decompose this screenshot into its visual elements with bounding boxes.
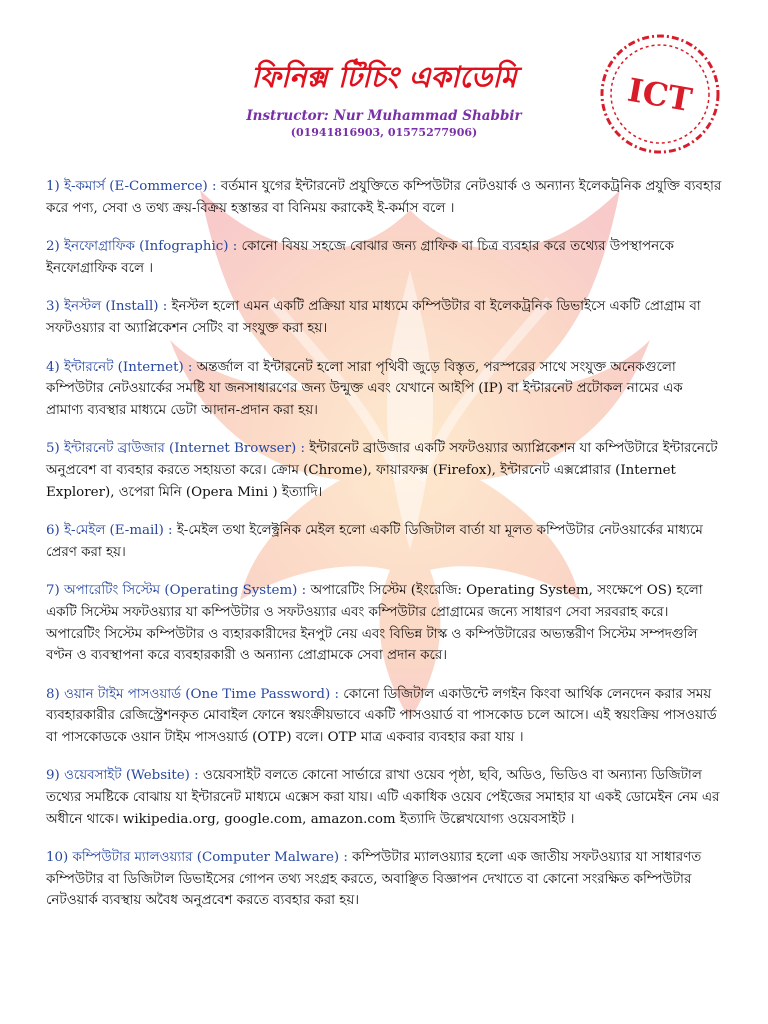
- instructor-name: Instructor: Nur Muhammad Shabbir: [246, 108, 522, 124]
- definition-term: 4) ইন্টারনেট (Internet) :: [46, 359, 193, 375]
- definition-term: 10) কম্পিউটার ম্যালওয়্যার (Computer Malware) :: [46, 850, 348, 866]
- definition-item: [46, 765, 724, 830]
- definition-text: ই-মেইল তথা ইলেক্ট্রনিক মেইল হলো একটি ডিজিটাল বার্তা যা মূলত কম্পিউটার নেটওয়ার্কের মাধ্যমে প্রেরণ করা হয়।: [46, 523, 703, 560]
- definition-term: 7) অপারেটিং সিস্টেম (Operating System) :: [46, 583, 307, 599]
- definition-term: 2) ইনফোগ্রাফিক (Infographic) :: [46, 239, 238, 255]
- instructor-phones: (01941816903, 01575277906): [290, 126, 478, 139]
- definition-text: অপারেটিং সিস্টেম (ইংরেজি: Operating System, সংক্ষেপে OS) হলো একটি সিস্টেম সফটওয়্যার যা কম্পিউটার ও সফটওয়্যার এবং কম্পিউটার প্রোগ্রামের জন্যে সাধারণ সেবা সরবরাহ করে। অপারেটিং সিস্টেম কম্পিউটার ও ব্যহারকারীদের ইনপুট নেয় এবং বিভিন্ন টাস্ক ও কম্পিউটারের অভ্যন্তরীণ সিস্টেম সম্পদগুলি বণ্টন ও ব্যবস্থাপনা করে ব্যবহারকারী ও অন্যান্য প্রোগ্রামকে সেবা প্রদান করে।: [46, 583, 703, 664]
- page-header: [0, 58, 768, 139]
- definition-text: কোনো ডিজিটাল একাউন্টে লগইন কিংবা আর্থিক লেনদেন করার সময় ব্যবহারকারীর রেজিস্ট্রেশনকৃত মোবাইল ফোনে স্বয়ংক্রীয়ভাবে একটি পাসওয়ার্ড বা পাসকোড চলে আসে। এই স্বয়ংক্রিয় পাসওয়ার্ড বা পাসকোডকে ওয়ান টাইম পাসওয়ার্ড (OTP) বলে। OTP মাত্র একবার ব্যবহার করা যায় ।: [46, 686, 717, 745]
- definition-term: 1) ই-কমার্স (E-Commerce) :: [46, 179, 217, 194]
- definition-term: 6) ই-মেইল (E-mail) :: [46, 523, 173, 539]
- definition-item: [46, 236, 724, 279]
- definitions-list: [46, 176, 724, 929]
- definition-text: অন্তর্জাল বা ইন্টারনেট হলো সারা পৃথিবী জুড়ে বিস্তৃত, পরস্পরের সাথে সংযুক্ত অনেকগুলো কম্পিউটার নেটওয়ার্কের সমষ্টি যা জনসাধারণের জন্য উন্মুক্ত এবং যেখানে আইপি (IP) বা ইন্টারনেট প্রটোকল নামের এক প্রামাণ্য ব্যবস্থার মাধ্যমে ডেটা আদান-প্রদান করা হয়।: [46, 359, 683, 418]
- definition-item: [46, 580, 724, 666]
- definition-item: [46, 847, 724, 912]
- definition-item: [46, 357, 724, 422]
- definition-term: 9) ওয়েবসাইট (Website) :: [46, 768, 199, 784]
- definition-text: ওয়েবসাইট বলতে কোনো সার্ভারে রাখা ওয়েব পৃষ্ঠা, ছবি, অডিও, ভিডিও বা অন্যান্য ডিজিটাল তথ্যের সমষ্টিকে বোঝায় যা ইন্টারনেট মাধ্যমে এক্সেস করা যায়। এটি একাধিক ওয়েব পেইজের সমাহার যা একই ডোমেইন নেম এর অধীনে থাকে। wikipedia.org, google.com, amazon.com ইত্যাদি উল্লেখযোগ্য ওয়েবসাইট ।: [46, 768, 720, 827]
- stamp-label: ICT: [624, 70, 695, 120]
- definition-text: ইনস্টল হলো এমন একটি প্রক্রিয়া যার মাধ্যমে কম্পিউটার বা ইলেকট্রনিক ডিভাইসে একটি প্রোগ্রাম বা সফটওয়্যার বা অ্যাপ্লিকেশন সেটিং বা সংযুক্ত করা হয়।: [46, 299, 701, 336]
- definition-text: ইন্টারনেট ব্রাউজার একটি সফটওয়্যার অ্যাপ্লিকেশন যা কম্পিউটারে ইন্টারনেটে অনুপ্রবেশ বা ব্যবহার করতে সহায়তা করে। ক্রোম (Chrome), ফায়ারফক্স (Firefox), ইন্টারনেট এক্সপ্লোরার (Internet Explorer), ওপেরা মিনি (Opera Mini ) ইত্যাদি।: [46, 441, 718, 500]
- definition-item: [46, 684, 724, 749]
- definition-term: 3) ইনস্টল (Install) :: [46, 299, 168, 315]
- definition-item: [46, 176, 724, 219]
- page-title: ফিনিক্স টিচিং একাডেমি: [251, 60, 517, 94]
- definition-term: 8) ওয়ান টাইম পাসওয়ার্ড (One Time Password) :: [46, 686, 339, 702]
- definition-text: বর্তমান যুগের ইন্টারনেট প্রযুক্তিতে কম্পিউটার নেটওয়ার্ক ও অন্যান্য ইলেকট্রনিক প্রযুক্তি ব্যবহার করে পণ্য, সেবা ও তথ্য ক্রয়-বিক্রয় হস্তান্তর বা বিনিময় করাকেই ই-কর্মাস বলে ।: [46, 179, 722, 216]
- definition-item: [46, 296, 724, 339]
- definition-text: কোনো বিষয় সহজে বোঝার জন্য গ্রাফিক বা চিত্র ব্যবহার করে তথ্যের উপস্থাপনকে ইনফোগ্রাফিক বলে ।: [46, 239, 674, 276]
- definition-text: কম্পিউটার ম্যালওয়্যার হলো এক জাতীয় সফটওয়্যার যা সাধারণত কম্পিউটার বা ডিজিটাল ডিভাইসের গোপন তথ্য সংগ্রহ করতে, অবাঞ্ছিত বিজ্ঞাপন দেখাতে বা কোনো সংরক্ষিত কম্পিউটার নেটওয়ার্ক ব্যবস্থায় অবৈধ অনুপ্রবেশ করতে ব্যবহার করা হয়।: [46, 850, 702, 909]
- definition-item: [46, 438, 724, 503]
- definition-term: 5) ইন্টারনেট ব্রাউজার (Internet Browser) :: [46, 441, 305, 457]
- definition-item: [46, 520, 724, 563]
